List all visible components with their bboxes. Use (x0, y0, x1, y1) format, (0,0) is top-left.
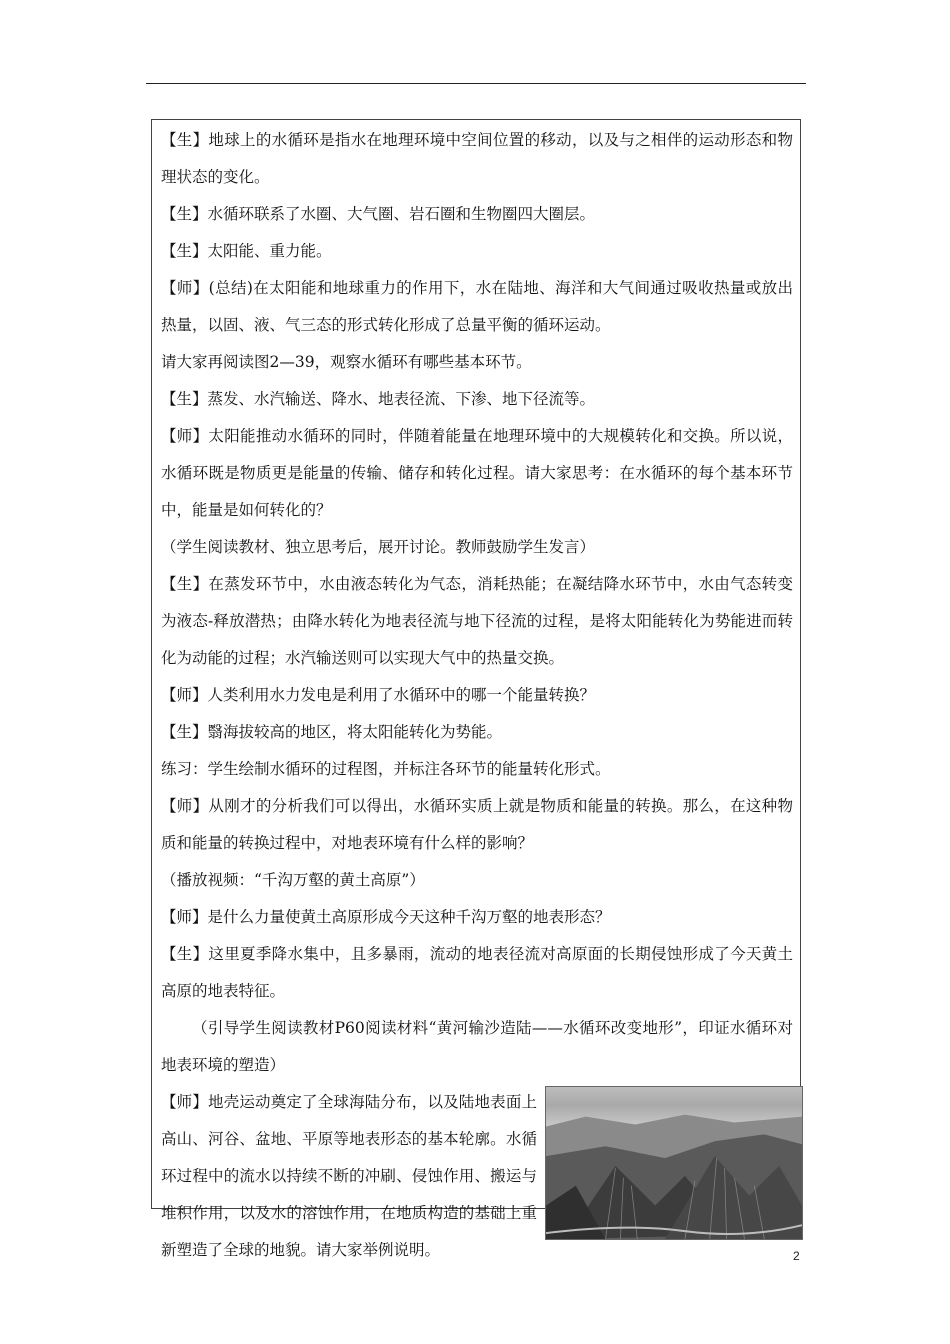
paragraph: 【生】在蒸发环节中，水由液态转化为气态，消耗热能；在凝结降水环节中，水由气态转变为液态-释放潜热；由降水转化为地表径流与地下径流的过程，是将太阳能转化为势能进而转化为动能的过程；水汽输送则可以实现大气中的热量交换。 (161, 575, 793, 667)
paragraph: 练习：学生绘制水循环的过程图，并标注各环节的能量转化形式。 (161, 760, 611, 778)
indented-paragraph: （引导学生阅读教材P60阅读材料“黄河输沙造陆——水循环改变地形”，印证水循环对地表环境的塑造） (161, 1019, 793, 1074)
paragraph: 请大家再阅读图2—39，观察水循环有哪些基本环节。 (161, 353, 532, 371)
paragraph: 【生】这里夏季降水集中，且多暴雨，流动的地表径流对高原面的长期侵蚀形成了今天黄土高原的地表特征。 (161, 945, 793, 1000)
figure-wrap-block (161, 1084, 793, 1269)
paragraph: 【生】蒸发、水汽输送、降水、地表径流、下渗、地下径流等。 (161, 390, 596, 408)
paragraph: 【师】太阳能推动水循环的同时，伴随着能量在地理环境中的大规模转化和交换。所以说，水循环既是物质更是能量的传输、储存和转化过程。请大家思考：在水循环的每个基本环节中，能量是如何转化的？ (161, 427, 793, 519)
paragraph: 【师】人类利用水力发电是利用了水循环中的哪一个能量转换？ (161, 686, 596, 704)
paragraph: 【生】水循环联系了水圈、大气圈、岩石圈和生物圈四大圈层。 (161, 205, 596, 223)
loess-plateau-illustration (546, 1087, 802, 1239)
paragraph: 【师】从刚才的分析我们可以得出，水循环实质上就是物质和能量的转换。那么，在这种物质和能量的转换过程中，对地表环境有什么样的影响？ (161, 797, 793, 852)
loess-plateau-photo (545, 1086, 803, 1240)
paragraph: 【师】地壳运动奠定了全球海陆分布，以及陆地表面上高山、河谷、盆地、平原等地表形态的基本轮廓。水循环过程中的流水以持续不断的冲刷、侵蚀作用、搬运与堆积作用，以及水的溶蚀作用，在地质构造的基础上重新塑造了全球的地貌。请大家举例说明。 (161, 1093, 537, 1259)
paragraph: 【生】太阳能、重力能。 (161, 242, 332, 260)
paragraph: 【生】地球上的水循环是指水在地理环境中空间位置的移动，以及与之相伴的运动形态和物理状态的变化。 (161, 131, 793, 186)
paragraph: （学生阅读教材、独立思考后，展开讨论。教师鼓励学生发言） (161, 538, 596, 556)
paragraph: 【师】是什么力量使黄土高原形成今天这种千沟万壑的地表形态？ (161, 908, 611, 926)
document-body (161, 122, 793, 1269)
paragraph: （播放视频：“千沟万壑的黄土高原”） (161, 871, 425, 889)
header-rule (146, 83, 806, 84)
paragraph: 【生】翳海拔较高的地区，将太阳能转化为势能。 (161, 723, 503, 741)
page-number: 2 (793, 1249, 800, 1263)
paragraph: 【师】(总结)在太阳能和地球重力的作用下，水在陆地、海洋和大气间通过吸收热量或放出热量，以固、液、气三态的形式转化形成了总量平衡的循环运动。 (161, 279, 793, 334)
